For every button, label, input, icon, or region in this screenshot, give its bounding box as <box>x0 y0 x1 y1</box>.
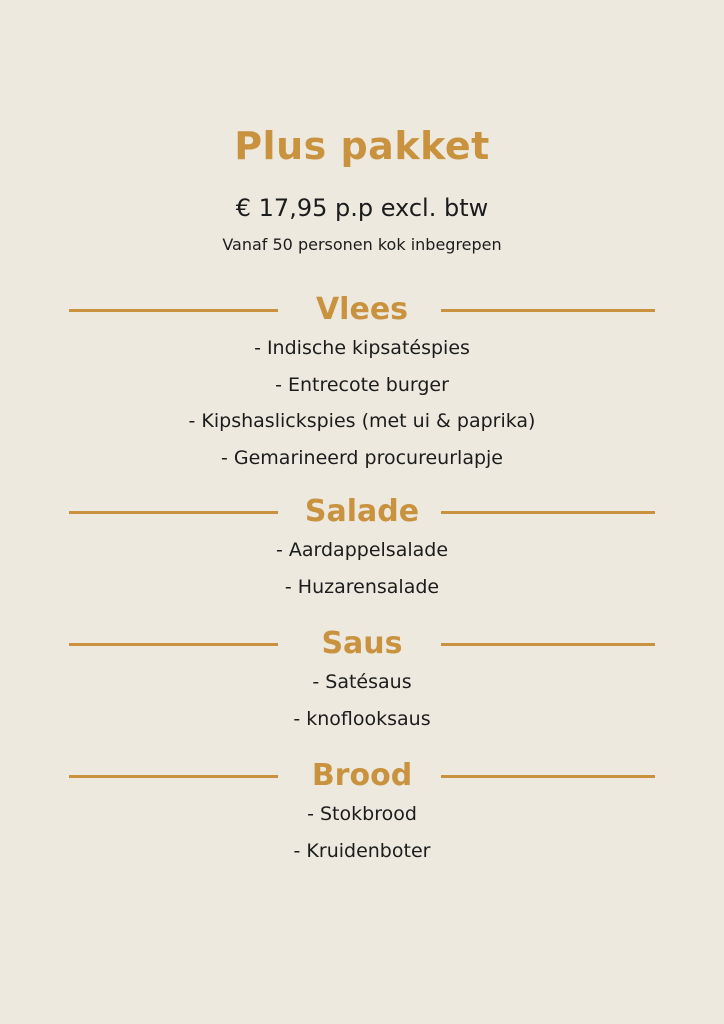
section-vlees <box>0 290 724 477</box>
note-text: Vanaf 50 personen kok inbegrepen <box>222 235 502 254</box>
item-list <box>0 664 724 737</box>
section-header <box>0 492 724 532</box>
divider-line <box>441 511 655 514</box>
section-header <box>0 290 724 330</box>
list-item: - Aardappelsalade <box>275 539 449 561</box>
section-title: Brood <box>311 758 413 793</box>
section-brood <box>0 756 724 869</box>
item-list <box>0 532 724 605</box>
price-text: € 17,95 p.p excl. btw <box>235 194 489 222</box>
list-item: - Kruidenboter <box>293 839 431 862</box>
list-item: - Gemarineerd procureurlapje <box>220 447 503 470</box>
menu-title: Plus pakket <box>234 124 490 168</box>
section-title: Salade <box>304 494 420 529</box>
section-title: Saus <box>321 626 403 661</box>
section-header <box>0 756 724 796</box>
divider-line <box>441 775 655 778</box>
list-item: - knoflooksaus <box>293 707 431 730</box>
list-item: - Indische kipsatéspies <box>254 337 470 359</box>
list-item: - Huzarensalade <box>284 575 440 598</box>
divider-line <box>441 309 655 312</box>
item-list <box>0 330 724 477</box>
list-item: - Kipshaslickspies (met ui & paprika) <box>188 410 536 433</box>
list-item: - Satésaus <box>312 671 412 693</box>
section-title: Vlees <box>315 292 409 327</box>
list-item: - Stokbrood <box>307 803 417 825</box>
section-salade <box>0 492 724 605</box>
section-header <box>0 624 724 664</box>
section-saus <box>0 624 724 737</box>
list-item: - Entrecote burger <box>275 373 449 396</box>
item-list <box>0 796 724 869</box>
divider-line <box>441 643 655 646</box>
